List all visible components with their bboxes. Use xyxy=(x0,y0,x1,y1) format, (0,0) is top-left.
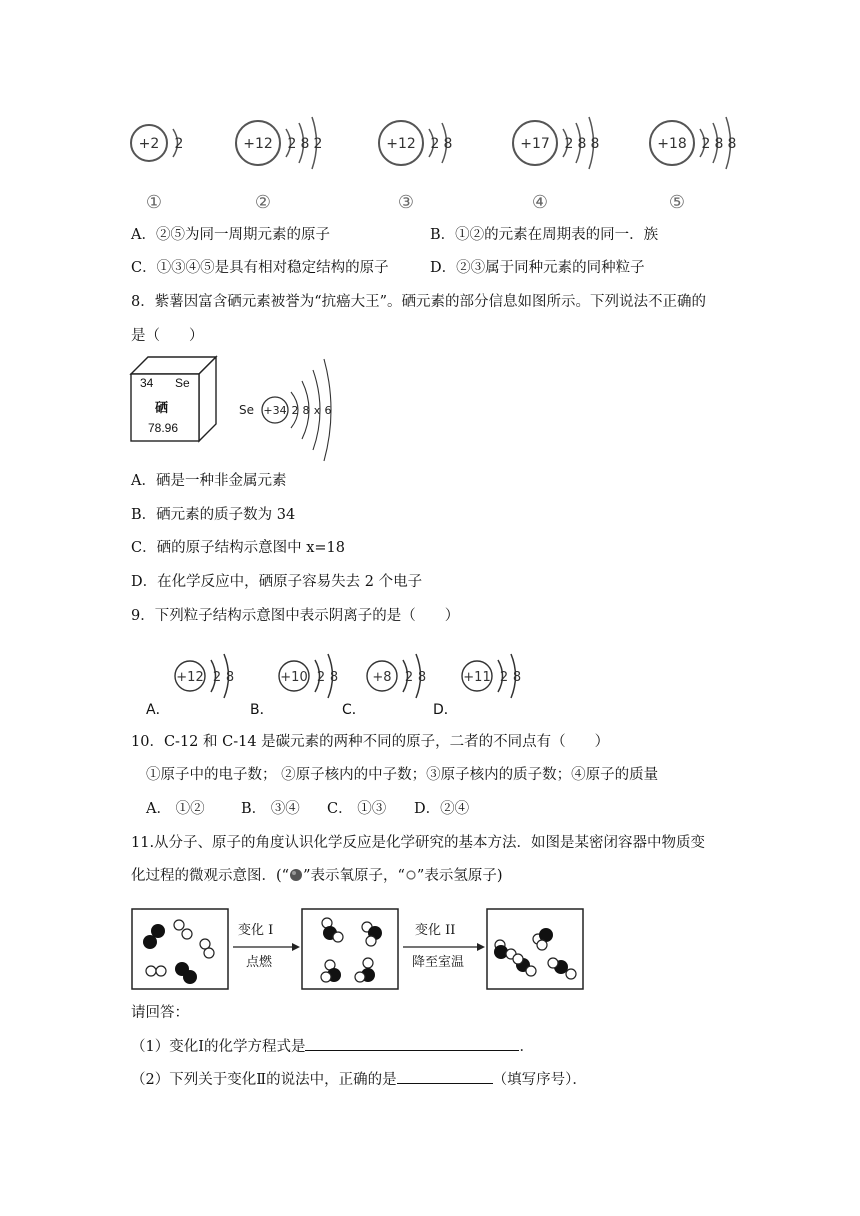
change1-arrow-head xyxy=(292,943,300,951)
hydrogen-atom xyxy=(204,948,214,958)
hydrogen-atom xyxy=(513,954,523,964)
atom-diagram-label: ③ xyxy=(397,192,415,213)
q9-option-letter: C． xyxy=(342,702,366,718)
selenium-atom-svg xyxy=(235,358,355,468)
q8-stem-line2: 是（ ） xyxy=(131,328,204,344)
hydrogen-atom-legend-icon xyxy=(405,869,417,881)
q9-options-svg xyxy=(130,636,550,720)
atom-diagram-label: ② xyxy=(254,192,272,213)
q11-stem-part-c: ”表示氢原子) xyxy=(416,868,503,884)
atom-diagram xyxy=(367,654,426,698)
selenium-atom-diagram xyxy=(235,358,355,468)
q10-stem: 10．C-12 和 C-14 是碳元素的两种不同的原子，二者的不同点有（ ） xyxy=(131,734,610,750)
q8-option-a: A．硒是一种非金属元素 xyxy=(131,473,287,489)
atom-diagram-row xyxy=(0,95,860,220)
q11-stem-line1: 11.从分子、原子的角度认识化学反应是化学研究的基本方法．如图是某密闭容器中物质变 xyxy=(131,835,706,851)
shell-electron-count: 8 xyxy=(329,670,339,685)
q7-option-a: A．②⑤为同一周期元素的原子 xyxy=(131,227,330,243)
oxygen-atom-legend-icon xyxy=(289,868,303,882)
element-number: 34 xyxy=(140,376,154,390)
shell-electron-count: 8 xyxy=(417,670,427,685)
shell-electron-count: 6 xyxy=(324,404,332,417)
hydrogen-atom xyxy=(537,940,547,950)
q11-stem-line2 xyxy=(131,866,502,886)
oxygen-atom xyxy=(183,970,197,984)
shell-electron-count: 8 xyxy=(512,670,522,685)
hydrogen-atom xyxy=(174,920,184,930)
nucleus-charge: +34 xyxy=(263,404,287,417)
q11-sub2 xyxy=(131,1069,587,1090)
shell-electron-count: 2 xyxy=(701,136,711,152)
atom-diagram xyxy=(131,125,183,161)
selenium-symbol: Se xyxy=(239,403,254,417)
hydrogen-atom xyxy=(566,969,576,979)
atom-diagram xyxy=(236,117,322,169)
hydrogen-atom xyxy=(182,929,192,939)
atom-diagram-label: ⑤ xyxy=(668,192,686,213)
shell-electron-count: 8 xyxy=(714,136,724,152)
atom-diagram-label: ④ xyxy=(531,192,549,213)
nucleus-charge: +2 xyxy=(138,136,160,152)
q11-stem-part-b: ”表示氧原子，“ xyxy=(303,868,405,884)
shell-electron-count: 2 xyxy=(287,136,297,152)
shell-electron-count: 8 xyxy=(590,136,600,152)
q7-option-c: C．①③④⑤是具有相对稳定结构的原子 xyxy=(131,260,389,276)
shell-electron-count: 8 xyxy=(577,136,587,152)
shell-electron-count: 2 xyxy=(430,136,440,152)
q11-sub2-text: （2）下列关于变化Ⅱ的说法中，正确的是 xyxy=(131,1072,397,1088)
q11-stem-part-a: 化过程的微观示意图．(“ xyxy=(131,868,290,884)
element-card xyxy=(128,354,228,444)
hydrogen-atom xyxy=(333,932,343,942)
shell-electron-count: 2 xyxy=(174,136,184,152)
atom-diagram xyxy=(279,654,338,698)
atom-diagram-label: ① xyxy=(145,192,163,213)
hydrogen-atom xyxy=(526,966,536,976)
atom-diagram xyxy=(513,117,599,169)
element-mass: 78.96 xyxy=(148,421,179,435)
change2-arrow-head xyxy=(477,943,485,951)
shell-electron-count: 2 xyxy=(212,670,222,685)
q10-items: ①原子中的电子数； ②原子核内的中子数；③原子核内的质子数；④原子的质量 xyxy=(146,767,659,783)
atom-row-svg xyxy=(0,95,860,220)
shell-electron-count: 8 xyxy=(225,670,235,685)
q9-option-letter: D． xyxy=(433,702,458,718)
shell-electron-count: 8 xyxy=(443,136,453,152)
hydrogen-atom xyxy=(321,972,331,982)
q9-options-diagrams xyxy=(130,636,550,720)
shell-electron-count: 2 xyxy=(564,136,574,152)
nucleus-charge: +12 xyxy=(243,136,273,152)
reaction-svg xyxy=(130,905,590,995)
nucleus-charge: +12 xyxy=(386,136,416,152)
nucleus-charge: +10 xyxy=(280,670,308,685)
nucleus-charge: +12 xyxy=(176,670,204,685)
nucleus-charge: +18 xyxy=(657,136,687,152)
change1-condition: 点燃 xyxy=(246,955,273,970)
change2-condition: 降至室温 xyxy=(412,955,465,970)
q10-option-a: A． ①② xyxy=(146,801,205,817)
q11-sub2-end: （填写序号）． xyxy=(492,1072,587,1088)
oxygen-atom xyxy=(143,935,157,949)
q8-option-b: B．硒元素的质子数为 34 xyxy=(131,507,296,523)
q8-option-c: C．硒的原子结构示意图中 x=18 xyxy=(131,540,345,556)
nucleus-charge: +17 xyxy=(520,136,550,152)
q7-option-b: B．①②的元素在周期表的同一．族 xyxy=(430,227,659,243)
element-name: 硒 xyxy=(155,401,169,416)
change2-label: 变化 II xyxy=(415,923,456,938)
q11-sub1 xyxy=(131,1036,534,1057)
shell-electron-count: 8 xyxy=(727,136,737,152)
shell-electron-count: 2 xyxy=(291,404,299,417)
shell-electron-count: 8 xyxy=(302,404,310,417)
q11-sub1-end: ． xyxy=(519,1039,534,1055)
change1-label: 变化 I xyxy=(238,923,274,938)
atom-diagram xyxy=(175,654,234,698)
q9-option-letter: B． xyxy=(250,702,274,718)
atom-diagram xyxy=(379,121,452,165)
reaction-diagram xyxy=(130,905,590,995)
hydrogen-atom xyxy=(156,966,166,976)
q8-option-d: D．在化学反应中，硒原子容易失去 2 个电子 xyxy=(131,574,423,590)
after-change1-box xyxy=(302,909,398,989)
q7-option-d: D．②③属于同种元素的同种粒子 xyxy=(430,260,645,276)
q11-prompt: 请回答： xyxy=(131,1005,189,1021)
nucleus-charge: +11 xyxy=(463,670,491,685)
q11-sub2-answer-blank[interactable] xyxy=(397,1069,493,1084)
q9-stem: 9．下列粒子结构示意图中表示阴离子的是（ ） xyxy=(131,608,460,624)
shell-electron-count: 2 xyxy=(404,670,414,685)
atom-diagram xyxy=(462,654,521,698)
q11-sub1-text: （1）变化Ⅰ的化学方程式是 xyxy=(131,1039,306,1055)
hydrogen-atom xyxy=(548,958,558,968)
q10-option-d: D．②④ xyxy=(414,801,470,817)
hydrogen-atom xyxy=(146,966,156,976)
shell-electron-count: 2 xyxy=(316,670,326,685)
hydrogen-atom xyxy=(355,972,365,982)
nucleus-charge: +8 xyxy=(372,670,392,685)
q11-sub1-answer-blank[interactable] xyxy=(305,1036,519,1051)
shell-electron-count: 2 xyxy=(499,670,509,685)
shell-electron-count: 8 xyxy=(300,136,310,152)
hydrogen-atom xyxy=(363,958,373,968)
q9-option-letter: A． xyxy=(146,702,170,718)
shell-electron-count: x xyxy=(313,404,321,417)
atom-diagram xyxy=(650,117,736,169)
hydrogen-atom xyxy=(366,936,376,946)
q10-option-c: C． ①③ xyxy=(327,801,387,817)
shell-electron-count: 2 xyxy=(313,136,323,152)
q10-option-b: B． ③④ xyxy=(241,801,300,817)
element-symbol: Se xyxy=(175,376,190,390)
q8-stem-line1: 8．紫薯因富含硒元素被誉为“抗癌大王”。硒元素的部分信息如图所示。下列说法不正确的 xyxy=(131,294,707,310)
